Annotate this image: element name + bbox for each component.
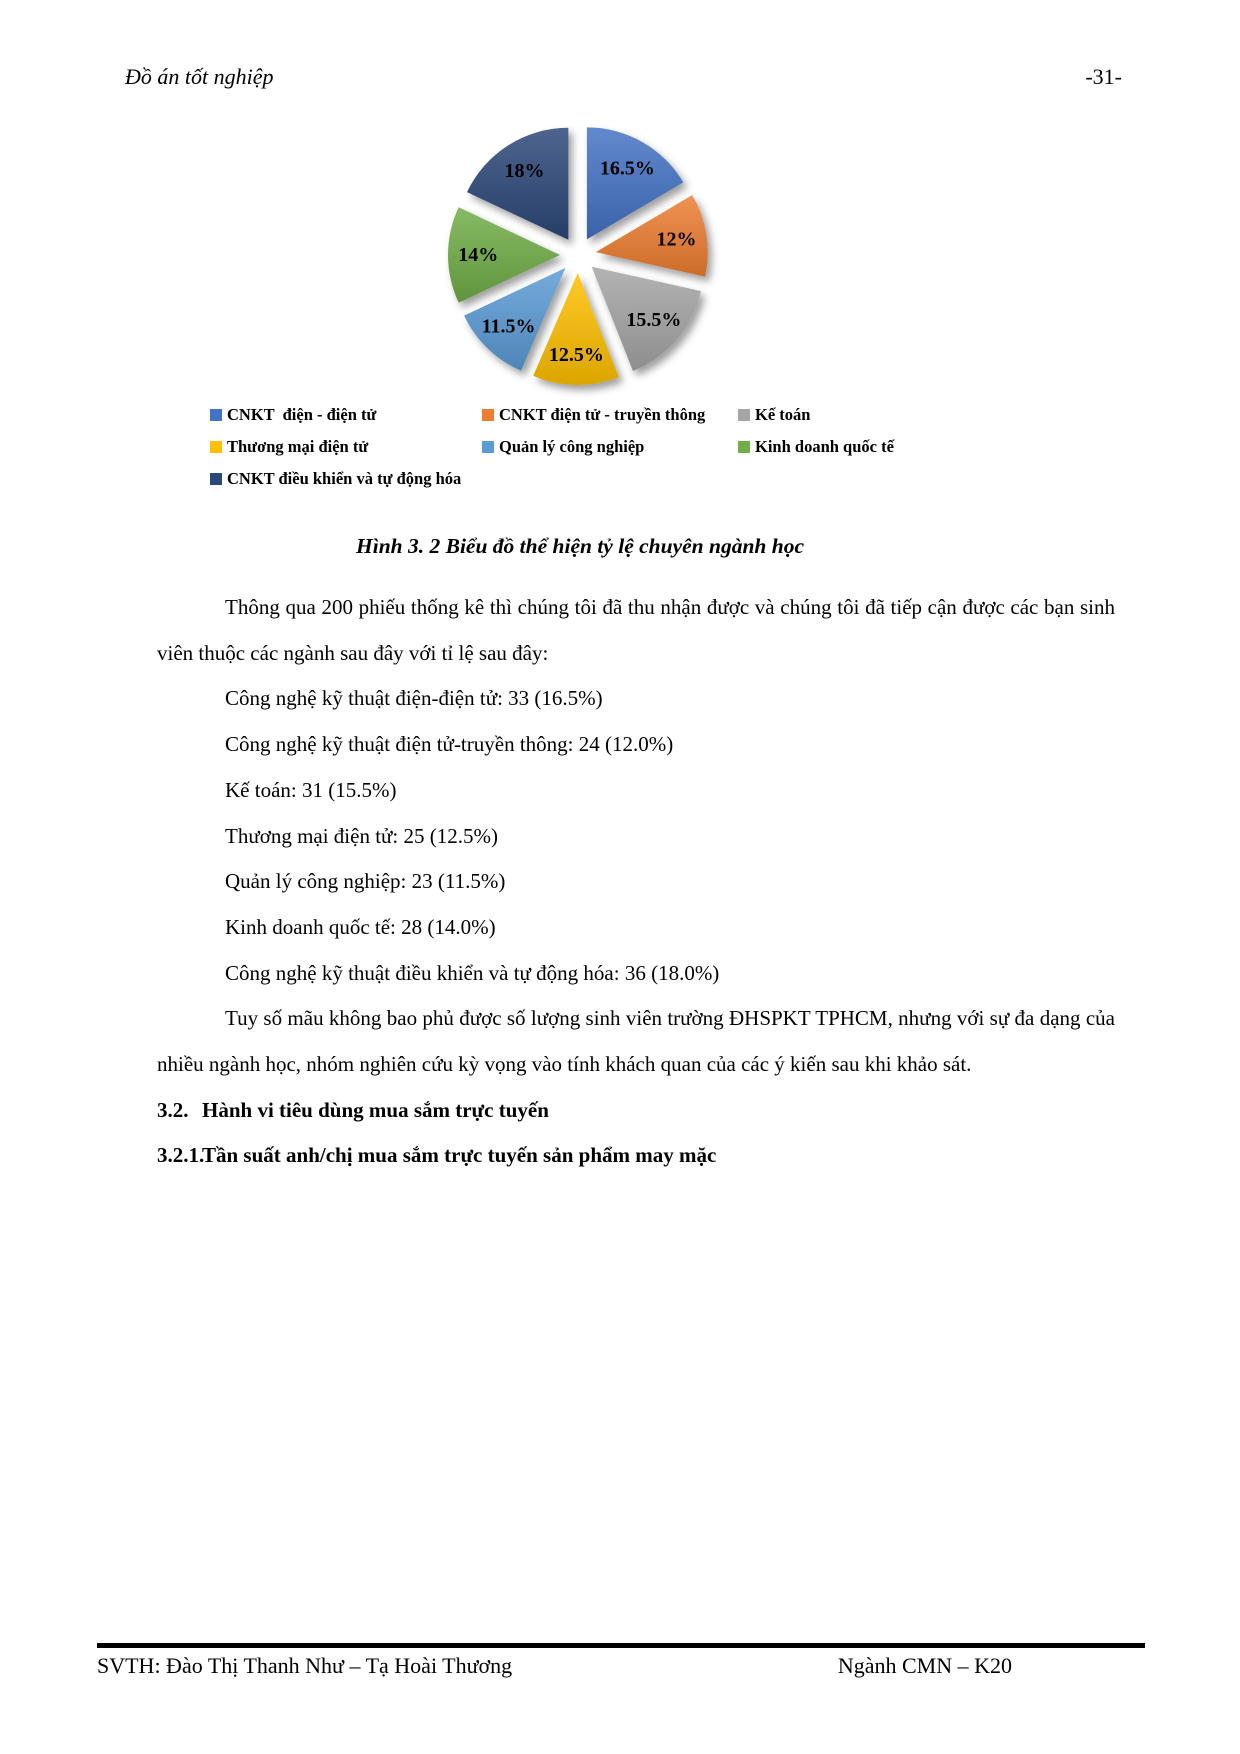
pie-slice-label: 12.5%: [548, 343, 604, 366]
legend-swatch-icon: [738, 441, 750, 453]
legend-item: [210, 436, 482, 458]
pie-slice-label: 15.5%: [626, 308, 682, 331]
body-text: [157, 585, 1115, 1179]
legend-label: Kế toán: [755, 405, 811, 424]
pie-slice-label: 16.5%: [599, 157, 655, 180]
legend-label: Thương mại điện tử: [227, 437, 369, 456]
major-ratio-list: [157, 676, 1115, 996]
legend-item: [738, 404, 1038, 426]
paragraph: Thông qua 200 phiếu thống kê thì chúng tôi đã thu nhận được và chúng tôi đã tiếp cận được các bạn sinh viên thuộc các ngành sau đây với tỉ lệ sau đây:: [157, 595, 1115, 665]
list-item: Công nghệ kỹ thuật điện tử-truyền thông: 24 (12.0%): [225, 732, 674, 757]
legend-label: Kinh doanh quốc tế: [755, 437, 894, 456]
legend-label: Quản lý công nghiệp: [499, 437, 645, 456]
chart-legend: [210, 404, 1038, 490]
legend-label: CNKT điều khiển và tự động hóa: [227, 469, 462, 488]
section-number: 3.2.: [157, 1097, 189, 1122]
legend-label: CNKT điện - điện tử: [227, 405, 377, 424]
page-footer: [97, 1643, 1145, 1679]
footer-author: SVTH: Đào Thị Thanh Như – Tạ Hoài Thương: [97, 1653, 513, 1678]
legend-swatch-icon: [738, 409, 750, 421]
pie-chart: [296, 112, 856, 398]
pie-slice-label: 18%: [504, 159, 545, 182]
list-item: Kinh doanh quốc tế: 28 (14.0%): [225, 914, 496, 939]
pie-slice-label: 12%: [656, 228, 697, 251]
footer-major: Ngành CMN – K20: [837, 1653, 1012, 1678]
legend-item: [738, 436, 1038, 458]
legend-item: [210, 404, 482, 426]
list-item: Quản lý công nghiệp: 23 (11.5%): [225, 869, 506, 894]
list-item: Thương mại điện tử: 25 (12.5%): [225, 823, 498, 848]
legend-item: [210, 468, 482, 490]
page-number: -31-: [1085, 64, 1122, 89]
section-heading-3-2: [157, 1088, 1115, 1134]
list-item: Công nghệ kỹ thuật điều khiển và tự động hóa: 36 (18.0%): [225, 960, 720, 985]
paragraph: Tuy số mãu không bao phủ được số lượng sinh viên trường ĐHSPKT TPHCM, nhưng với sự đa dạng của nhiều ngành học, nhóm nghiên cứu kỳ vọng vào tính khách quan của các ý kiến sau khi khảo sát.: [157, 1006, 1115, 1077]
list-item: Công nghệ kỹ thuật điện-điện tử: 33 (16.5%): [225, 686, 603, 711]
section-title: Hành vi tiêu dùng mua sắm trực tuyến: [202, 1097, 549, 1122]
legend-swatch-icon: [482, 409, 494, 421]
legend-swatch-icon: [210, 409, 222, 421]
figure-caption: Hình 3. 2 Biểu đồ thể hiện tỷ lệ chuyên ngành học: [356, 534, 804, 558]
list-item: Kế toán: 31 (15.5%): [225, 777, 397, 802]
section-title: Tần suất anh/chị mua sắm trực tuyến sản phẩm may mặc: [202, 1143, 717, 1168]
legend-item: [482, 404, 738, 426]
page-header: [125, 64, 1122, 90]
section-heading-3-2-1: [157, 1133, 1115, 1179]
header-title: Đồ án tốt nghiệp: [125, 64, 274, 89]
pie-slice-label: 14%: [458, 244, 499, 266]
legend-swatch-icon: [482, 441, 494, 453]
legend-swatch-icon: [210, 473, 222, 485]
pie-slice-label: 11.5%: [481, 315, 536, 338]
section-number: 3.2.1.: [157, 1143, 205, 1168]
legend-swatch-icon: [210, 441, 222, 453]
legend-item: [482, 436, 738, 458]
legend-label: CNKT điện tử - truyền thông: [499, 405, 706, 424]
